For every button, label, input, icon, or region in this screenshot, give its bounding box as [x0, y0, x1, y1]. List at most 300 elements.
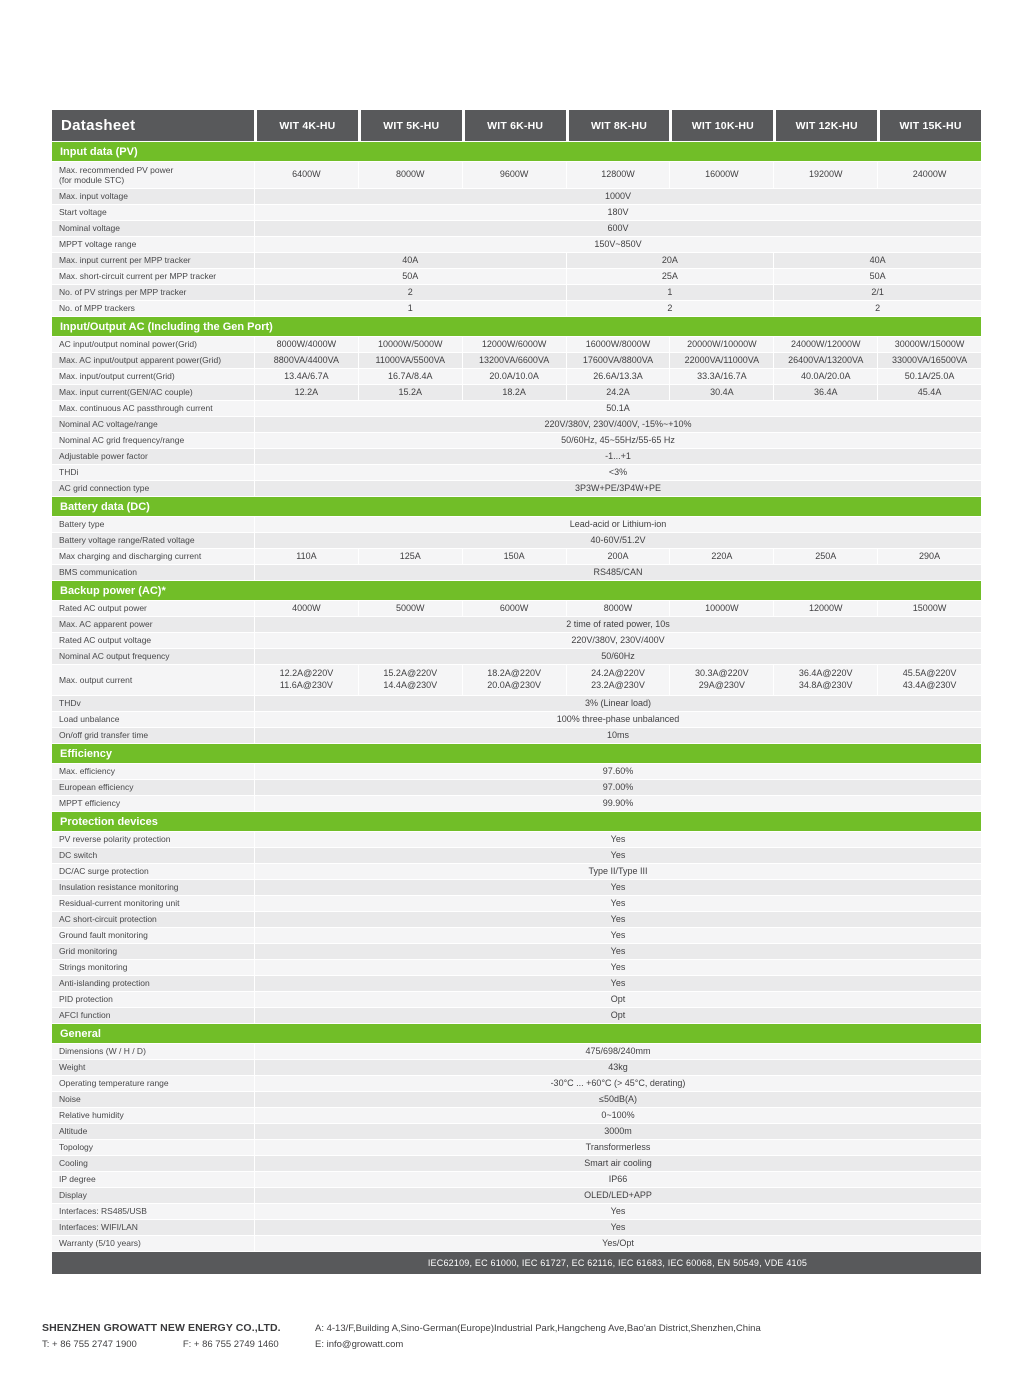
- row-label: [52, 1092, 254, 1107]
- row-label: [52, 565, 254, 580]
- row-label-line: Max. input voltage: [59, 191, 128, 202]
- model-header-wit-10k-hu: WIT 10K-HU: [672, 110, 773, 141]
- row-label: [52, 880, 254, 895]
- spec-row-rated-ac-output-voltage: [52, 633, 981, 649]
- row-label: [52, 189, 254, 204]
- spec-row-insulation-resistance-monitoring: [52, 880, 981, 896]
- row-label-line: Battery voltage range/Rated voltage: [59, 535, 195, 546]
- value-cell: 12800W: [567, 162, 670, 188]
- value-cell-span: Yes: [255, 912, 981, 927]
- row-label: [52, 992, 254, 1007]
- row-label: [52, 912, 254, 927]
- value-line: 29A@230V: [698, 680, 745, 690]
- row-label-line: Nominal AC output frequency: [59, 651, 170, 662]
- value-cell-span: OLED/LED+APP: [255, 1188, 981, 1203]
- row-label-line: Battery type: [59, 519, 105, 530]
- row-label-line: PID protection: [59, 994, 113, 1005]
- row-label: [52, 205, 254, 220]
- value-cell-span: 99.90%: [255, 796, 981, 811]
- row-label: [52, 1140, 254, 1155]
- value-cell: 30000W/15000W: [878, 337, 981, 352]
- row-label: [52, 369, 254, 384]
- row-label-line: Interfaces: RS485/USB: [59, 1206, 147, 1217]
- row-label: [52, 221, 254, 236]
- value-cell-span: Lead-acid or Lithium-ion: [255, 517, 981, 532]
- section-header-battery-data-dc: Battery data (DC): [52, 497, 981, 517]
- row-label-line: DC/AC surge protection: [59, 866, 149, 877]
- section-header-protection-devices: Protection devices: [52, 812, 981, 832]
- value-cell: 8000W: [567, 601, 670, 616]
- row-label-line: Insulation resistance monitoring: [59, 882, 179, 893]
- spec-row-start-voltage: [52, 205, 981, 221]
- row-label-line: DC switch: [59, 850, 98, 861]
- value-cell-span: <3%: [255, 465, 981, 480]
- value-cell-span: Opt: [255, 992, 981, 1007]
- row-label-line: On/off grid transfer time: [59, 730, 149, 741]
- spec-row-strings-monitoring: [52, 960, 981, 976]
- spec-row-residual-current-monitoring-unit: [52, 896, 981, 912]
- value-cell-group: 50A: [255, 269, 566, 284]
- row-label-line: Max. AC input/output apparent power(Grid): [59, 355, 222, 366]
- value-cell: 15.2A: [359, 385, 462, 400]
- value-cell: 24.2A: [567, 385, 670, 400]
- row-label: [52, 1188, 254, 1203]
- value-line: 24.2A@220V: [591, 668, 645, 679]
- row-label: [52, 417, 254, 432]
- value-cell-group: 1: [255, 301, 566, 316]
- spec-row-cooling: [52, 1156, 981, 1172]
- value-cell-span: 50.1A: [255, 401, 981, 416]
- footer-tel: T: + 86 755 2747 1900: [42, 1339, 137, 1350]
- value-cell: 13.4A/6.7A: [255, 369, 358, 384]
- row-label-line: Rated AC output voltage: [59, 635, 152, 646]
- spec-row-nominal-voltage: [52, 221, 981, 237]
- spec-table: [52, 110, 981, 1274]
- value-cell: 150A: [463, 549, 566, 564]
- value-cell-span: 3000m: [255, 1124, 981, 1139]
- row-label-line: PV reverse polarity protection: [59, 834, 171, 845]
- footer-address-block: [315, 1323, 761, 1350]
- footer-fax: F: + 86 755 2749 1460: [182, 1339, 279, 1350]
- spec-row-max-output-current: [52, 665, 981, 696]
- spec-row-load-unbalance: [52, 712, 981, 728]
- spec-row-on-off-grid-transfer-time: [52, 728, 981, 744]
- datasheet-title: Datasheet: [52, 110, 254, 141]
- row-label: [52, 285, 254, 300]
- row-label-line: THDv: [59, 698, 81, 709]
- table-header: [52, 110, 981, 141]
- row-label: [52, 896, 254, 911]
- spec-row-pv-reverse-polarity-protection: [52, 832, 981, 848]
- value-cell-span: 0~100%: [255, 1108, 981, 1123]
- value-cell: 8000W/4000W: [255, 337, 358, 352]
- row-label: [52, 433, 254, 448]
- spec-row-ac-grid-connection-type: [52, 481, 981, 497]
- value-cell-span: 150V~850V: [255, 237, 981, 252]
- row-label-line: European efficiency: [59, 782, 134, 793]
- value-cell: 11000VA/5500VA: [359, 353, 462, 368]
- spec-row-interfaces-wifi-lan: [52, 1220, 981, 1236]
- section-header-efficiency: Efficiency: [52, 744, 981, 764]
- company-name: SHENZHEN GROWATT NEW ENERGY CO.,LTD.: [42, 1322, 281, 1334]
- row-label-line: Warranty (5/10 years): [59, 1238, 141, 1249]
- spec-row-max-input-voltage: [52, 189, 981, 205]
- section-header-general: General: [52, 1024, 981, 1044]
- row-label-line: AC short-circuit protection: [59, 914, 157, 925]
- row-label-line: MPPT voltage range: [59, 239, 137, 250]
- value-cell: 33000VA/16500VA: [878, 353, 981, 368]
- value-cell-group: 50A: [774, 269, 981, 284]
- section-header-input-data-pv: Input data (PV): [52, 142, 981, 162]
- value-cell-span: Opt: [255, 1008, 981, 1023]
- value-cell-span: IP66: [255, 1172, 981, 1187]
- value-cell-span: 1000V: [255, 189, 981, 204]
- value-cell-group: 40A: [255, 253, 566, 268]
- value-line: 30.3A@220V: [695, 668, 749, 679]
- value-line: 14.4A@230V: [383, 680, 438, 690]
- row-label-line: No. of MPP trackers: [59, 303, 135, 314]
- spec-row-ac-input-output-nominal-power-grid: [52, 337, 981, 353]
- value-cell-span: RS485/CAN: [255, 565, 981, 580]
- value-cell-span: Transformerless: [255, 1140, 981, 1155]
- spec-row-battery-voltage-range-rated-voltage: [52, 533, 981, 549]
- value-cell: 220A: [670, 549, 773, 564]
- spec-row-interfaces-rs485-usb: [52, 1204, 981, 1220]
- spec-row-max-ac-apparent-power: [52, 617, 981, 633]
- value-cell: 20000W/10000W: [670, 337, 773, 352]
- spec-row-pid-protection: [52, 992, 981, 1008]
- spec-row-altitude: [52, 1124, 981, 1140]
- row-label: [52, 601, 254, 616]
- row-label-line: Nominal voltage: [59, 223, 120, 234]
- row-label-line: Max. input/output current(Grid): [59, 371, 175, 382]
- value-cell: 16000W: [670, 162, 773, 188]
- value-cell-span: 600V: [255, 221, 981, 236]
- value-line: 36.4A@220V: [798, 668, 853, 679]
- spec-row-nominal-ac-voltage-range: [52, 417, 981, 433]
- value-line: 18.2A@220V: [487, 668, 541, 679]
- row-label: [52, 269, 254, 284]
- row-label: [52, 253, 254, 268]
- value-cell: 24000W: [878, 162, 981, 188]
- row-label: [52, 1220, 254, 1235]
- spec-row-rated-ac-output-power: [52, 601, 981, 617]
- row-label: [52, 517, 254, 532]
- value-cell-span: Yes: [255, 1204, 981, 1219]
- value-cell-group: 20A: [567, 253, 774, 268]
- row-label-line: Topology: [59, 1142, 94, 1153]
- spec-row-nominal-ac-output-frequency: [52, 649, 981, 665]
- value-cell: 125A: [359, 549, 462, 564]
- spec-row-operating-temperature-range: [52, 1076, 981, 1092]
- value-cell: 19200W: [774, 162, 877, 188]
- row-label: [52, 960, 254, 975]
- value-cell-span: 97.60%: [255, 764, 981, 779]
- value-cell: 9600W: [463, 162, 566, 188]
- row-label: [52, 1204, 254, 1219]
- row-label: [52, 533, 254, 548]
- spec-row-weight: [52, 1060, 981, 1076]
- row-label: [52, 549, 254, 564]
- section-header-input-output-ac-including-the-gen-port: Input/Output AC (Including the Gen Port): [52, 317, 981, 337]
- row-label: [52, 764, 254, 779]
- row-label: [52, 465, 254, 480]
- value-cell-span: 3P3W+PE/3P4W+PE: [255, 481, 981, 496]
- row-label: [52, 1124, 254, 1139]
- value-cell-span: 40-60V/51.2V: [255, 533, 981, 548]
- spec-row-max-charging-and-discharging-current: [52, 549, 981, 565]
- value-cell-span: Yes: [255, 976, 981, 991]
- row-label: [52, 1044, 254, 1059]
- row-label: [52, 633, 254, 648]
- value-cell-group: 2: [774, 301, 981, 316]
- value-cell: 15000W: [878, 601, 981, 616]
- row-label: [52, 649, 254, 664]
- spec-row-max-ac-input-output-apparent-power-grid: [52, 353, 981, 369]
- spec-row-max-input-output-current-grid: [52, 369, 981, 385]
- row-label-line: Max. output current: [59, 674, 133, 685]
- row-label: [52, 337, 254, 352]
- value-cell-span: Yes: [255, 896, 981, 911]
- spec-row-max-efficiency: [52, 764, 981, 780]
- row-label-line: Start voltage: [59, 207, 107, 218]
- row-label-line: Display: [59, 1190, 87, 1201]
- row-label-line: IP degree: [59, 1174, 96, 1185]
- spec-row-dc-ac-surge-protection: [52, 864, 981, 880]
- spec-row-no-of-pv-strings-per-mpp-tracker: [52, 285, 981, 301]
- row-label: [52, 1108, 254, 1123]
- spec-row-ac-short-circuit-protection: [52, 912, 981, 928]
- value-cell-span: -1...+1: [255, 449, 981, 464]
- certifications-text: IEC62109, EC 61000, IEC 61727, EC 62116, IEC 61683, IEC 60068, EN 50549, VDE 4105: [427, 1258, 808, 1268]
- value-cell: 6000W: [463, 601, 566, 616]
- value-cell: 13200VA/6600VA: [463, 353, 566, 368]
- row-label: [52, 712, 254, 727]
- value-cell: 10000W: [670, 601, 773, 616]
- row-label: [52, 665, 254, 695]
- row-label-line: Interfaces: WIFI/LAN: [59, 1222, 138, 1233]
- value-cell: 12.2A: [255, 385, 358, 400]
- row-label: [52, 1236, 254, 1251]
- value-cell-span: Yes: [255, 960, 981, 975]
- value-cell-span: 10ms: [255, 728, 981, 743]
- row-label-line: BMS communication: [59, 567, 137, 578]
- row-label: [52, 864, 254, 879]
- value-cell-span: Type II/Type III: [255, 864, 981, 879]
- row-label-line: AFCI function: [59, 1010, 111, 1021]
- spec-row-display: [52, 1188, 981, 1204]
- value-line: 43.4A@230V: [902, 680, 957, 690]
- row-label-line: Noise: [59, 1094, 81, 1105]
- row-label-line: Cooling: [59, 1158, 88, 1169]
- spec-row-dimensions-w-h-d: [52, 1044, 981, 1060]
- row-label: [52, 944, 254, 959]
- row-label-line: Weight: [59, 1062, 86, 1073]
- row-label-line: Altitude: [59, 1126, 88, 1137]
- value-cell: 10000W/5000W: [359, 337, 462, 352]
- row-label: [52, 1172, 254, 1187]
- value-cell-span: 475/698/240mm: [255, 1044, 981, 1059]
- model-header-wit-12k-hu: WIT 12K-HU: [776, 110, 877, 141]
- spec-row-battery-type: [52, 517, 981, 533]
- value-cell: 250A: [774, 549, 877, 564]
- row-label-line: Dimensions (W / H / D): [59, 1046, 146, 1057]
- value-cell-span: 50/60Hz, 45~55Hz/55-65 Hz: [255, 433, 981, 448]
- spec-row-warranty-5-10-years: [52, 1236, 981, 1252]
- row-label-line: Anti-islanding protection: [59, 978, 150, 989]
- spec-row-mppt-voltage-range: [52, 237, 981, 253]
- row-label: [52, 385, 254, 400]
- value-cell-group: 2: [567, 301, 774, 316]
- footer-company-block: [42, 1322, 281, 1350]
- row-label: [52, 401, 254, 416]
- value-cell-span: 2 time of rated power, 10s: [255, 617, 981, 632]
- spec-row-afci-function: [52, 1008, 981, 1024]
- spec-row-dc-switch: [52, 848, 981, 864]
- spec-row-ip-degree: [52, 1172, 981, 1188]
- spec-row-nominal-ac-grid-frequency-range: [52, 433, 981, 449]
- row-label-line: Residual-current monitoring unit: [59, 898, 180, 909]
- section-header-backup-power-ac: Backup power (AC)*: [52, 581, 981, 601]
- row-label-line: Strings monitoring: [59, 962, 128, 973]
- row-label-line2: (for module STC): [59, 175, 125, 185]
- value-cell: 12000W: [774, 601, 877, 616]
- row-label-line: Max. efficiency: [59, 766, 116, 777]
- value-cell: 26400VA/13200VA: [774, 353, 877, 368]
- spec-row-noise: [52, 1092, 981, 1108]
- value-cell-span: 220V/380V, 230V/400V: [255, 633, 981, 648]
- value-cell-span: 220V/380V, 230V/400V, -15%~+10%: [255, 417, 981, 432]
- row-label: [52, 617, 254, 632]
- row-label: [52, 301, 254, 316]
- row-label: [52, 1060, 254, 1075]
- model-header-wit-4k-hu: WIT 4K-HU: [257, 110, 358, 141]
- value-cell: 33.3A/16.7A: [670, 369, 773, 384]
- spec-row-thdi: [52, 465, 981, 481]
- row-label: [52, 1008, 254, 1023]
- value-cell: 18.2A: [463, 385, 566, 400]
- row-label: [52, 928, 254, 943]
- value-cell: 16.7A/8.4A: [359, 369, 462, 384]
- value-cell: 36.4A: [774, 385, 877, 400]
- row-label-line: Max. short-circuit current per MPP tracker: [59, 271, 217, 282]
- value-cell: 110A: [255, 549, 358, 564]
- row-label-line: Max. input current per MPP tracker: [59, 255, 191, 266]
- value-cell: 24000W/12000W: [774, 337, 877, 352]
- value-cell-group: 1: [567, 285, 774, 300]
- row-label-line: Max. AC apparent power: [59, 619, 153, 630]
- row-label-line: Max. recommended PV power: [59, 164, 174, 175]
- certifications-bar: [52, 1252, 981, 1274]
- row-label: [52, 832, 254, 847]
- value-cell: [774, 665, 877, 695]
- value-line: 45.5A@220V: [902, 668, 957, 679]
- value-cell: 8000W: [359, 162, 462, 188]
- spec-row-thdv: [52, 696, 981, 712]
- row-label: [52, 796, 254, 811]
- value-cell: 200A: [567, 549, 670, 564]
- value-cell-span: Yes: [255, 928, 981, 943]
- value-cell-span: Yes: [255, 944, 981, 959]
- row-label-line: MPPT efficiency: [59, 798, 121, 809]
- value-cell-span: 97.00%: [255, 780, 981, 795]
- row-label: [52, 1156, 254, 1171]
- row-label: [52, 780, 254, 795]
- footer-phones: [42, 1339, 281, 1350]
- value-cell-span: Yes: [255, 1220, 981, 1235]
- spec-row-bms-communication: [52, 565, 981, 581]
- value-cell: 30.4A: [670, 385, 773, 400]
- row-label-line: Relative humidity: [59, 1110, 124, 1121]
- spec-row-anti-islanding-protection: [52, 976, 981, 992]
- value-cell-span: 180V: [255, 205, 981, 220]
- value-cell-span: Yes/Opt: [255, 1236, 981, 1251]
- value-cell: 22000VA/11000VA: [670, 353, 773, 368]
- row-label: [52, 1076, 254, 1091]
- value-line: 20.0A@230V: [487, 680, 541, 690]
- row-label: [52, 481, 254, 496]
- spec-row-no-of-mpp-trackers: [52, 301, 981, 317]
- spec-row-mppt-efficiency: [52, 796, 981, 812]
- spec-row-grid-monitoring: [52, 944, 981, 960]
- row-label: [52, 696, 254, 711]
- row-label-line: AC input/output nominal power(Grid): [59, 339, 197, 350]
- value-cell-span: 100% three-phase unbalanced: [255, 712, 981, 727]
- spec-row-adjustable-power-factor: [52, 449, 981, 465]
- value-line: 23.2A@230V: [591, 680, 645, 690]
- value-cell: [463, 665, 566, 695]
- value-cell: 290A: [878, 549, 981, 564]
- value-cell-group: 2: [255, 285, 566, 300]
- spec-row-max-input-current-per-mpp-tracker: [52, 253, 981, 269]
- value-line: 34.8A@230V: [798, 680, 853, 690]
- value-cell: 6400W: [255, 162, 358, 188]
- row-label: [52, 353, 254, 368]
- spec-row-european-efficiency: [52, 780, 981, 796]
- value-cell: 20.0A/10.0A: [463, 369, 566, 384]
- footer-address: A: 4-13/F,Building A,Sino-German(Europe)Industrial Park,Hangcheng Ave,Bao'an District,Shenzhen,China: [315, 1323, 761, 1334]
- value-line: 15.2A@220V: [383, 668, 438, 679]
- value-cell: 16000W/8000W: [567, 337, 670, 352]
- model-header-wit-5k-hu: WIT 5K-HU: [361, 110, 462, 141]
- row-label-line: Load unbalance: [59, 714, 120, 725]
- value-cell: 4000W: [255, 601, 358, 616]
- spec-row-max-short-circuit-current-per-mpp-tracker: [52, 269, 981, 285]
- value-cell-group: 2/1: [774, 285, 981, 300]
- value-cell-span: Yes: [255, 880, 981, 895]
- row-label-line: THDi: [59, 467, 79, 478]
- model-header-wit-8k-hu: WIT 8K-HU: [569, 110, 670, 141]
- value-line: 11.6A@230V: [279, 680, 333, 690]
- value-cell: 50.1A/25.0A: [878, 369, 981, 384]
- row-label: [52, 162, 254, 188]
- value-cell: [878, 665, 981, 695]
- value-cell-span: Smart air cooling: [255, 1156, 981, 1171]
- value-cell-group: 25A: [567, 269, 774, 284]
- value-cell: 26.6A/13.3A: [567, 369, 670, 384]
- value-cell-span: Yes: [255, 848, 981, 863]
- row-label-line: No. of PV strings per MPP tracker: [59, 287, 187, 298]
- value-cell: [255, 665, 358, 695]
- row-label: [52, 976, 254, 991]
- row-label-line: Rated AC output power: [59, 603, 147, 614]
- spec-row-relative-humidity: [52, 1108, 981, 1124]
- value-cell: 8800VA/4400VA: [255, 353, 358, 368]
- row-label: [52, 237, 254, 252]
- value-cell: 17600VA/8800VA: [567, 353, 670, 368]
- row-label-line: Max. continuous AC passthrough current: [59, 403, 213, 414]
- row-label-line: Operating temperature range: [59, 1078, 169, 1089]
